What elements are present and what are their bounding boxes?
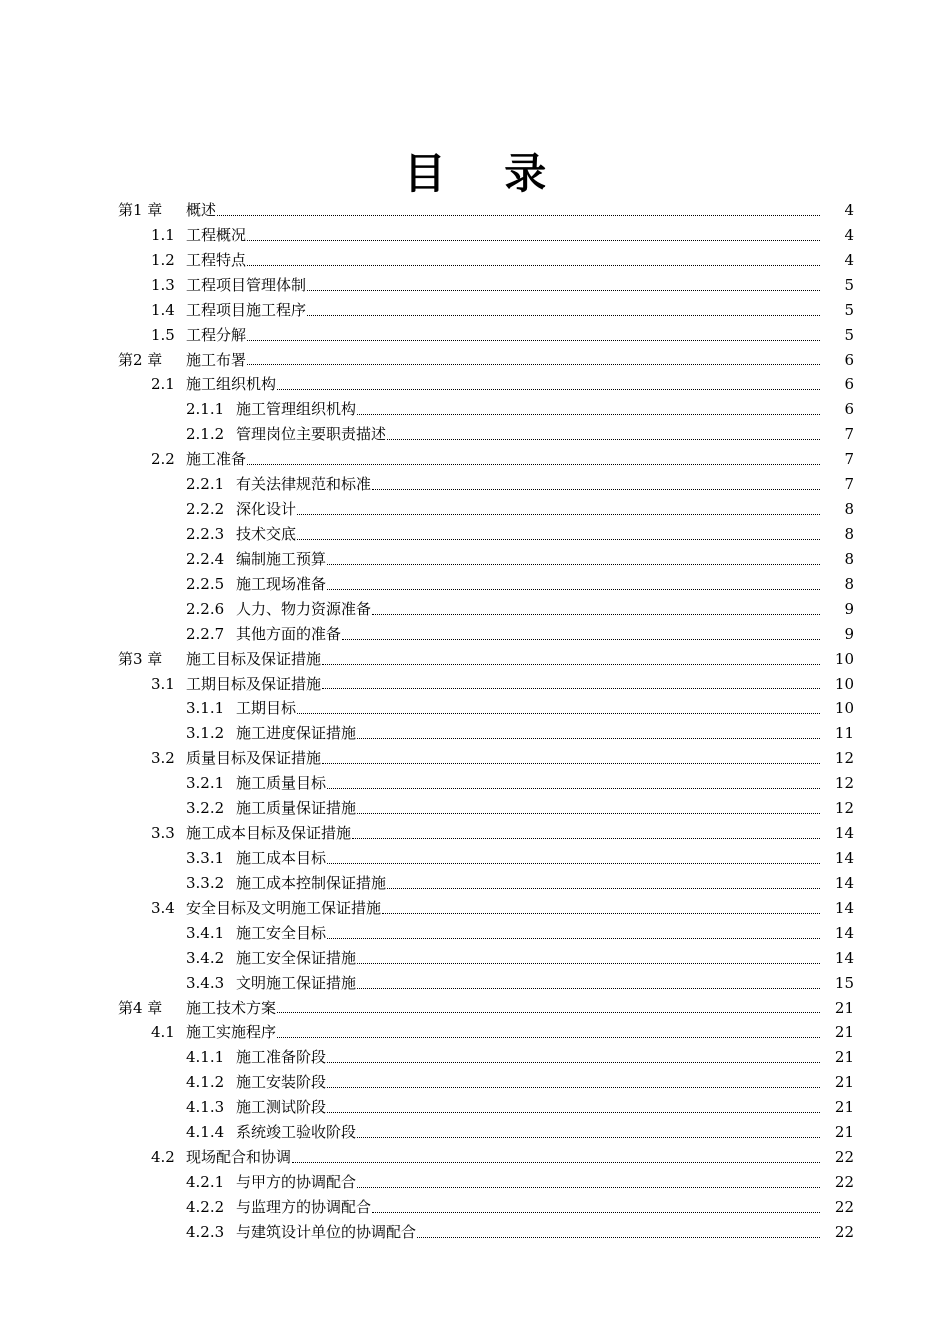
toc-entry-title: 施工管理组织机构 xyxy=(236,400,357,419)
page-title: 目 录 xyxy=(403,149,547,198)
toc-entry-title-wrap xyxy=(236,622,820,647)
toc-entry-page: 9 xyxy=(844,599,854,618)
toc-entry-title: 施工安全目标 xyxy=(236,923,327,942)
toc-dot-leader xyxy=(382,913,820,914)
toc-entry-title-wrap xyxy=(236,1095,820,1120)
toc-entry[interactable] xyxy=(0,1220,950,1245)
toc-entry-title: 工期目标 xyxy=(236,699,297,718)
toc-entry-title: 施工成本目标及保证措施 xyxy=(186,824,352,843)
toc-entry-page: 21 xyxy=(834,1098,854,1117)
toc-entry[interactable] xyxy=(0,846,950,871)
toc-entry[interactable] xyxy=(0,721,950,746)
toc-dot-leader xyxy=(307,315,820,316)
toc-entry-number: 3.3.2 xyxy=(186,873,225,892)
toc-dot-leader xyxy=(277,1012,820,1013)
table-of-contents xyxy=(0,198,950,1245)
toc-entry-page: 7 xyxy=(844,450,854,469)
toc-entry[interactable] xyxy=(0,572,950,597)
toc-entry-number: 2.2.1 xyxy=(186,475,225,494)
toc-entry-page: 14 xyxy=(834,824,854,843)
toc-entry[interactable] xyxy=(0,497,950,522)
toc-entry-title-wrap xyxy=(186,372,820,397)
toc-entry-page: 14 xyxy=(834,848,854,867)
toc-entry-page: 6 xyxy=(844,350,854,369)
toc-entry-title: 系统竣工验收阶段 xyxy=(236,1123,357,1142)
toc-entry-page: 4 xyxy=(844,201,854,219)
toc-dot-leader xyxy=(277,1037,820,1038)
toc-entry-page: 22 xyxy=(834,1197,854,1216)
toc-entry-number: 2.1.2 xyxy=(186,425,225,444)
toc-entry-page: 8 xyxy=(844,549,854,568)
toc-entry-page: 5 xyxy=(844,325,854,344)
toc-entry-number: 第4 章 xyxy=(118,998,163,1017)
toc-entry-page: 21 xyxy=(834,1073,854,1092)
toc-entry-title-wrap xyxy=(236,771,820,796)
toc-entry-title-wrap xyxy=(236,1170,820,1195)
toc-entry-number: 1.1 xyxy=(151,225,175,244)
toc-entry-number: 1.4 xyxy=(151,300,175,319)
toc-dot-leader xyxy=(327,788,820,789)
toc-entry[interactable] xyxy=(0,746,950,771)
toc-entry-title: 工期目标及保证措施 xyxy=(186,674,322,693)
toc-entry[interactable] xyxy=(0,1145,950,1170)
toc-dot-leader xyxy=(322,763,820,764)
toc-entry-number: 2.2.3 xyxy=(186,524,225,543)
toc-entry-number: 3.2.2 xyxy=(186,799,225,818)
toc-dot-leader xyxy=(322,664,820,665)
toc-entry-title: 技术交底 xyxy=(236,524,297,543)
toc-entry-title-wrap xyxy=(236,871,820,896)
toc-entry-number: 3.4.2 xyxy=(186,948,225,967)
toc-entry-title-wrap xyxy=(186,996,820,1021)
toc-entry-number: 1.3 xyxy=(151,275,175,294)
toc-entry-title-wrap xyxy=(186,223,820,248)
toc-entry[interactable] xyxy=(0,248,950,273)
toc-entry-number: 4.1.3 xyxy=(186,1098,225,1117)
toc-entry-number: 3.3.1 xyxy=(186,848,225,867)
toc-entry-title-wrap xyxy=(186,447,820,472)
toc-entry-page: 12 xyxy=(834,799,854,818)
toc-entry-title: 施工测试阶段 xyxy=(236,1098,327,1117)
toc-entry-number: 4.1 xyxy=(151,1023,175,1042)
toc-entry-title: 施工进度保证措施 xyxy=(236,724,357,743)
toc-entry-title-wrap xyxy=(186,298,820,323)
toc-entry-title-wrap xyxy=(186,323,820,348)
toc-entry-number: 3.1 xyxy=(151,674,175,693)
toc-entry[interactable] xyxy=(0,796,950,821)
toc-entry-page: 8 xyxy=(844,574,854,593)
toc-dot-leader xyxy=(297,539,820,540)
toc-entry-title: 施工成本控制保证措施 xyxy=(236,873,387,892)
toc-entry-title: 施工安全保证措施 xyxy=(236,948,357,967)
toc-entry-title-wrap xyxy=(236,522,820,547)
toc-entry-page: 12 xyxy=(834,749,854,768)
toc-entry-number: 2.2.2 xyxy=(186,500,225,519)
toc-entry-number: 2.2.4 xyxy=(186,549,225,568)
toc-entry-number: 2.2.5 xyxy=(186,574,225,593)
toc-entry[interactable] xyxy=(0,372,950,397)
toc-entry-page: 21 xyxy=(834,1048,854,1067)
toc-entry-title-wrap xyxy=(236,1195,820,1220)
toc-entry-title: 安全目标及文明施工保证措施 xyxy=(186,898,382,917)
toc-entry[interactable] xyxy=(0,273,950,298)
toc-dot-leader xyxy=(327,1112,820,1113)
toc-dot-leader xyxy=(297,713,820,714)
toc-entry-number: 4.2 xyxy=(151,1148,175,1167)
toc-entry-title-wrap xyxy=(236,971,820,996)
toc-entry-number: 第3 章 xyxy=(118,649,163,668)
toc-entry-page: 10 xyxy=(834,649,854,668)
toc-dot-leader xyxy=(372,489,820,490)
toc-entry-number: 3.3 xyxy=(151,824,175,843)
toc-entry-page: 15 xyxy=(834,973,854,992)
toc-dot-leader xyxy=(357,1137,820,1138)
toc-entry-page: 22 xyxy=(834,1148,854,1167)
toc-dot-leader xyxy=(327,938,820,939)
toc-entry[interactable] xyxy=(0,1020,950,1045)
toc-dot-leader xyxy=(372,614,820,615)
toc-entry-title-wrap xyxy=(236,1220,820,1245)
toc-entry-title: 施工质量目标 xyxy=(236,774,327,793)
toc-entry-page: 7 xyxy=(844,475,854,494)
toc-entry-title-wrap xyxy=(236,497,820,522)
toc-entry-title: 工程项目施工程序 xyxy=(186,300,307,319)
toc-dot-leader xyxy=(357,738,820,739)
toc-entry-title-wrap xyxy=(236,696,820,721)
toc-entry-number: 2.2.6 xyxy=(186,599,225,618)
toc-entry-number: 3.4.3 xyxy=(186,973,225,992)
toc-entry[interactable] xyxy=(0,198,950,223)
toc-entry-title-wrap xyxy=(236,472,820,497)
toc-entry-title: 现场配合和协调 xyxy=(186,1148,292,1167)
toc-entry-page: 21 xyxy=(834,998,854,1017)
toc-entry-number: 3.4.1 xyxy=(186,923,225,942)
toc-entry-title-wrap xyxy=(186,1020,820,1045)
toc-entry-title: 施工现场准备 xyxy=(236,574,327,593)
toc-entry-page: 5 xyxy=(844,300,854,319)
toc-entry-title-wrap xyxy=(236,572,820,597)
toc-entry-title: 施工组织机构 xyxy=(186,375,277,394)
toc-dot-leader xyxy=(357,414,820,415)
toc-entry-page: 8 xyxy=(844,524,854,543)
toc-entry-number: 4.1.1 xyxy=(186,1048,225,1067)
toc-entry-title-wrap xyxy=(236,397,820,422)
toc-entry-page: 14 xyxy=(834,948,854,967)
toc-entry[interactable] xyxy=(0,1045,950,1070)
toc-entry-number: 4.1.4 xyxy=(186,1123,225,1142)
toc-entry-title: 深化设计 xyxy=(236,500,297,519)
toc-entry[interactable] xyxy=(0,522,950,547)
toc-entry-number: 3.1.2 xyxy=(186,724,225,743)
toc-entry-number: 4.1.2 xyxy=(186,1073,225,1092)
toc-dot-leader xyxy=(247,464,820,465)
toc-entry[interactable] xyxy=(0,1170,950,1195)
toc-entry-number: 4.2.3 xyxy=(186,1222,225,1241)
toc-entry-title: 工程项目管理体制 xyxy=(186,275,307,294)
toc-entry-number: 3.1.1 xyxy=(186,699,225,718)
toc-entry-title: 施工准备 xyxy=(186,450,247,469)
toc-entry-title: 编制施工预算 xyxy=(236,549,327,568)
toc-dot-leader xyxy=(327,564,820,565)
toc-entry[interactable] xyxy=(0,996,950,1021)
toc-entry-number: 3.4 xyxy=(151,898,175,917)
toc-entry-number: 2.1 xyxy=(151,375,175,394)
toc-entry-title: 施工准备阶段 xyxy=(236,1048,327,1067)
toc-entry-title: 工程特点 xyxy=(186,250,247,269)
toc-dot-leader xyxy=(322,688,820,689)
toc-entry-page: 6 xyxy=(844,375,854,394)
toc-entry-title: 与监理方的协调配合 xyxy=(236,1197,372,1216)
toc-entry-title: 施工安装阶段 xyxy=(236,1073,327,1092)
toc-entry-number: 4.2.2 xyxy=(186,1197,225,1216)
toc-entry[interactable] xyxy=(0,1120,950,1145)
toc-dot-leader xyxy=(297,514,820,515)
toc-dot-leader xyxy=(217,215,820,216)
toc-entry[interactable] xyxy=(0,472,950,497)
toc-dot-leader xyxy=(307,290,820,291)
toc-dot-leader xyxy=(327,1062,820,1063)
toc-entry-page: 10 xyxy=(834,699,854,718)
toc-entry[interactable] xyxy=(0,1070,950,1095)
toc-entry-number: 3.2.1 xyxy=(186,774,225,793)
toc-entry-title: 施工成本目标 xyxy=(236,848,327,867)
toc-entry-page: 14 xyxy=(834,923,854,942)
toc-dot-leader xyxy=(327,589,820,590)
toc-entry-number: 1.5 xyxy=(151,325,175,344)
toc-entry-title-wrap xyxy=(236,1070,820,1095)
toc-entry-number: 2.1.1 xyxy=(186,400,225,419)
toc-dot-leader xyxy=(387,439,820,440)
toc-dot-leader xyxy=(342,639,820,640)
toc-entry-title: 施工实施程序 xyxy=(186,1023,277,1042)
toc-entry[interactable] xyxy=(0,397,950,422)
toc-entry[interactable] xyxy=(0,298,950,323)
toc-entry-title: 管理岗位主要职责描述 xyxy=(236,425,387,444)
toc-entry-title-wrap xyxy=(186,896,820,921)
toc-entry-number: 1.2 xyxy=(151,250,175,269)
toc-entry[interactable] xyxy=(0,696,950,721)
toc-entry-page: 14 xyxy=(834,898,854,917)
toc-entry-title-wrap xyxy=(186,1145,820,1170)
toc-entry[interactable] xyxy=(0,223,950,248)
toc-entry-page: 7 xyxy=(844,425,854,444)
toc-entry-title: 文明施工保证措施 xyxy=(236,973,357,992)
toc-entry[interactable] xyxy=(0,622,950,647)
toc-entry[interactable] xyxy=(0,921,950,946)
toc-dot-leader xyxy=(277,389,820,390)
toc-dot-leader xyxy=(327,1087,820,1088)
toc-entry-title-wrap xyxy=(236,921,820,946)
toc-entry-title-wrap xyxy=(236,721,820,746)
toc-entry-title: 与建筑设计单位的协调配合 xyxy=(236,1222,417,1241)
toc-entry-title-wrap xyxy=(186,821,820,846)
toc-dot-leader xyxy=(372,1212,820,1213)
toc-entry-title: 工程概况 xyxy=(186,225,247,244)
toc-entry[interactable] xyxy=(0,971,950,996)
toc-entry[interactable] xyxy=(0,1195,950,1220)
toc-dot-leader xyxy=(292,1162,820,1163)
toc-entry-title-wrap xyxy=(236,796,820,821)
toc-entry-page: 12 xyxy=(834,774,854,793)
toc-entry-title: 施工技术方案 xyxy=(186,998,277,1017)
toc-entry-page: 11 xyxy=(834,724,854,743)
toc-dot-leader xyxy=(247,265,820,266)
toc-entry[interactable] xyxy=(0,771,950,796)
toc-entry[interactable] xyxy=(0,672,950,697)
toc-entry-title: 质量目标及保证措施 xyxy=(186,749,322,768)
toc-entry-title-wrap xyxy=(186,248,820,273)
toc-entry-title: 与甲方的协调配合 xyxy=(236,1172,357,1191)
toc-entry[interactable] xyxy=(0,597,950,622)
toc-entry-title-wrap xyxy=(236,1045,820,1070)
toc-dot-leader xyxy=(357,1187,820,1188)
toc-entry-title-wrap xyxy=(236,1120,820,1145)
toc-entry-title-wrap xyxy=(186,647,820,672)
toc-entry-title-wrap xyxy=(236,547,820,572)
toc-entry-page: 22 xyxy=(834,1172,854,1191)
toc-entry-page: 9 xyxy=(844,624,854,643)
toc-entry[interactable] xyxy=(0,821,950,846)
toc-entry-page: 10 xyxy=(834,674,854,693)
toc-dot-leader xyxy=(247,240,820,241)
toc-entry[interactable] xyxy=(0,647,950,672)
toc-entry-page: 22 xyxy=(834,1222,854,1241)
toc-entry-page: 21 xyxy=(834,1123,854,1142)
toc-entry-title: 有关法律规范和标准 xyxy=(236,475,372,494)
toc-entry-page: 5 xyxy=(844,275,854,294)
toc-entry-title-wrap xyxy=(236,946,820,971)
toc-entry-title: 概述 xyxy=(186,201,217,219)
toc-entry-number: 第2 章 xyxy=(118,350,163,369)
toc-entry-title: 施工质量保证措施 xyxy=(236,799,357,818)
toc-dot-leader xyxy=(247,364,820,365)
toc-dot-leader xyxy=(417,1237,820,1238)
toc-dot-leader xyxy=(352,838,820,839)
toc-entry-title-wrap xyxy=(186,198,820,223)
toc-entry-number: 3.2 xyxy=(151,749,175,768)
toc-entry-title-wrap xyxy=(186,672,820,697)
toc-dot-leader xyxy=(247,340,820,341)
toc-entry-page: 21 xyxy=(834,1023,854,1042)
toc-entry-title: 工程分解 xyxy=(186,325,247,344)
toc-entry[interactable] xyxy=(0,946,950,971)
toc-entry-page: 14 xyxy=(834,873,854,892)
toc-entry-title-wrap xyxy=(236,422,820,447)
toc-entry-title: 施工目标及保证措施 xyxy=(186,649,322,668)
toc-entry-title-wrap xyxy=(236,597,820,622)
toc-entry[interactable] xyxy=(0,1095,950,1120)
toc-entry-page: 4 xyxy=(844,225,854,244)
toc-entry-title-wrap xyxy=(186,746,820,771)
toc-entry-page: 6 xyxy=(844,400,854,419)
toc-entry[interactable] xyxy=(0,896,950,921)
toc-entry-number: 4.2.1 xyxy=(186,1172,225,1191)
toc-entry-number: 2.2 xyxy=(151,450,175,469)
toc-dot-leader xyxy=(357,813,820,814)
toc-entry-title-wrap xyxy=(186,348,820,373)
toc-entry-number: 2.2.7 xyxy=(186,624,225,643)
toc-entry-number: 第1 章 xyxy=(118,201,163,219)
toc-entry-title: 施工布署 xyxy=(186,350,247,369)
toc-entry[interactable] xyxy=(0,348,950,373)
toc-entry-page: 4 xyxy=(844,250,854,269)
toc-entry-title-wrap xyxy=(236,846,820,871)
toc-entry-title-wrap xyxy=(186,273,820,298)
toc-entry[interactable] xyxy=(0,323,950,348)
toc-entry-page: 8 xyxy=(844,500,854,519)
toc-entry[interactable] xyxy=(0,422,950,447)
toc-dot-leader xyxy=(387,888,820,889)
toc-dot-leader xyxy=(357,963,820,964)
toc-entry[interactable] xyxy=(0,547,950,572)
toc-entry-title: 人力、物力资源准备 xyxy=(236,599,372,618)
toc-entry-title: 其他方面的准备 xyxy=(236,624,342,643)
toc-entry[interactable] xyxy=(0,447,950,472)
toc-dot-leader xyxy=(357,988,820,989)
toc-dot-leader xyxy=(327,863,820,864)
toc-entry[interactable] xyxy=(0,871,950,896)
